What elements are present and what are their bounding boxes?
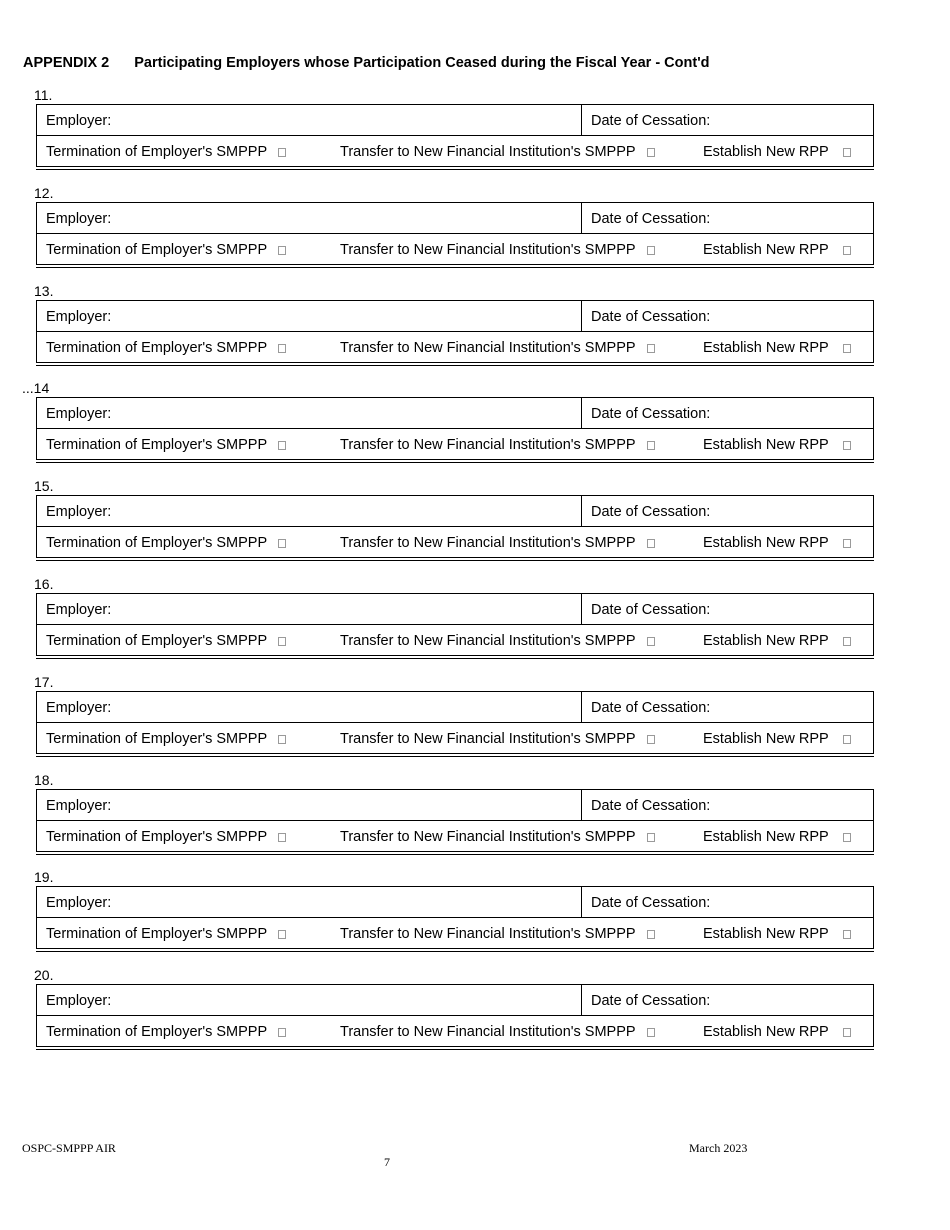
employer-entries (0, 86, 950, 1064)
date-of-cessation-field[interactable]: Date of Cessation: (591, 699, 711, 716)
entry-options-row (37, 429, 873, 459)
employer-field[interactable]: Employer: (46, 895, 112, 912)
establish-rpp-checkbox[interactable] (843, 344, 851, 353)
date-of-cessation-field[interactable]: Date of Cessation: (591, 308, 711, 325)
appendix-title: Participating Employers whose Participation Ceased during the Fiscal Year - Cont'd (134, 55, 710, 71)
page-number: 7 (384, 1155, 390, 1169)
establish-rpp-option (703, 731, 851, 747)
termination-option (46, 1024, 286, 1040)
field-divider (581, 398, 582, 428)
termination-option (46, 437, 286, 453)
establish-rpp-checkbox[interactable] (843, 637, 851, 646)
termination-option (46, 340, 286, 356)
termination-option-label: Termination of Employer's SMPPP (46, 241, 268, 258)
establish-rpp-option-label: Establish New RPP (703, 241, 829, 258)
termination-checkbox[interactable] (278, 148, 286, 157)
entry-options-row (37, 136, 873, 166)
establish-rpp-option (703, 340, 851, 356)
transfer-option-label: Transfer to New Financial Institution's SMPPP (340, 730, 636, 747)
employer-entry (0, 966, 950, 1064)
entry-number: 15. (34, 478, 54, 495)
termination-option-label: Termination of Employer's SMPPP (46, 730, 268, 747)
establish-rpp-option (703, 535, 851, 551)
employer-field[interactable]: Employer: (46, 210, 112, 227)
employer-field[interactable]: Employer: (46, 797, 112, 814)
entry-form-box (36, 397, 874, 459)
transfer-checkbox[interactable] (647, 735, 655, 744)
entry-number: ...14 (22, 380, 50, 397)
entry-options-row (37, 821, 873, 851)
establish-rpp-option (703, 437, 851, 453)
appendix-label: APPENDIX 2 (23, 55, 110, 71)
termination-checkbox[interactable] (278, 930, 286, 939)
field-divider (581, 790, 582, 820)
transfer-checkbox[interactable] (647, 833, 655, 842)
transfer-checkbox[interactable] (647, 344, 655, 353)
field-divider (581, 887, 582, 917)
entry-top-row (37, 594, 873, 625)
entry-number: 11. (34, 87, 53, 103)
footer-form-id: OSPC-SMPPP AIR (22, 1141, 116, 1155)
entry-number: 18. (34, 771, 54, 788)
termination-option (46, 731, 286, 747)
transfer-option (340, 731, 655, 747)
termination-option-label: Termination of Employer's SMPPP (46, 828, 268, 845)
employer-entry (0, 673, 950, 771)
termination-option (46, 926, 286, 942)
transfer-option-label: Transfer to New Financial Institution's SMPPP (340, 535, 636, 552)
transfer-option-label: Transfer to New Financial Institution's SMPPP (340, 1024, 636, 1041)
termination-checkbox[interactable] (278, 539, 286, 548)
entry-top-row (37, 985, 873, 1016)
transfer-option (340, 829, 655, 845)
termination-checkbox[interactable] (278, 344, 286, 353)
transfer-option (340, 535, 655, 551)
entry-number: 16. (34, 575, 54, 592)
entry-form-box (36, 691, 874, 753)
transfer-option (340, 1024, 655, 1040)
establish-rpp-option (703, 242, 851, 258)
transfer-option (340, 144, 655, 160)
transfer-checkbox[interactable] (647, 148, 655, 157)
employer-field[interactable]: Employer: (46, 699, 112, 716)
entry-options-row (37, 1016, 873, 1046)
entry-top-row (37, 203, 873, 234)
entry-top-row (37, 301, 873, 332)
date-of-cessation-field[interactable]: Date of Cessation: (591, 797, 711, 814)
establish-rpp-option-label: Establish New RPP (703, 632, 829, 649)
establish-rpp-checkbox[interactable] (843, 930, 851, 939)
termination-option (46, 242, 286, 258)
termination-checkbox[interactable] (278, 833, 286, 842)
transfer-option (340, 242, 655, 258)
field-divider (581, 496, 582, 526)
field-divider (581, 203, 582, 233)
establish-rpp-checkbox[interactable] (843, 735, 851, 744)
establish-rpp-option-label: Establish New RPP (703, 926, 829, 943)
entry-options-row (37, 332, 873, 362)
entry-options-row (37, 723, 873, 753)
entry-options-row (37, 234, 873, 264)
termination-option (46, 144, 286, 160)
transfer-checkbox[interactable] (647, 246, 655, 255)
establish-rpp-checkbox[interactable] (843, 246, 851, 255)
transfer-option-label: Transfer to New Financial Institution's SMPPP (340, 144, 636, 160)
employer-entry (0, 282, 950, 380)
field-divider (581, 985, 582, 1015)
date-of-cessation-field[interactable]: Date of Cessation: (591, 406, 711, 423)
termination-checkbox[interactable] (278, 246, 286, 255)
entry-form-box (36, 202, 874, 264)
entry-options-row (37, 527, 873, 557)
termination-option (46, 633, 286, 649)
employer-entry (0, 771, 950, 869)
date-of-cessation-field[interactable]: Date of Cessation: (591, 210, 711, 227)
establish-rpp-checkbox[interactable] (843, 539, 851, 548)
employer-entry (0, 575, 950, 673)
transfer-option (340, 926, 655, 942)
establish-rpp-checkbox[interactable] (843, 1028, 851, 1037)
field-divider (581, 692, 582, 722)
establish-rpp-option-label: Establish New RPP (703, 535, 829, 552)
employer-entry (0, 868, 950, 966)
establish-rpp-option (703, 829, 851, 845)
employer-entry (0, 184, 950, 282)
establish-rpp-option (703, 633, 851, 649)
employer-field[interactable]: Employer: (46, 993, 112, 1010)
establish-rpp-option (703, 926, 851, 942)
entry-top-row (37, 692, 873, 723)
employer-field[interactable]: Employer: (46, 601, 112, 618)
entry-top-row (37, 790, 873, 821)
entry-form-box (36, 886, 874, 948)
date-of-cessation-field[interactable]: Date of Cessation: (591, 504, 711, 521)
transfer-option (340, 437, 655, 453)
entry-number: 17. (34, 673, 54, 690)
termination-checkbox[interactable] (278, 735, 286, 744)
transfer-option (340, 340, 655, 356)
date-of-cessation-field[interactable]: Date of Cessation: (591, 113, 711, 129)
employer-field[interactable]: Employer: (46, 504, 112, 521)
establish-rpp-option (703, 1024, 851, 1040)
termination-option-label: Termination of Employer's SMPPP (46, 1024, 268, 1041)
transfer-option-label: Transfer to New Financial Institution's SMPPP (340, 828, 636, 845)
entry-top-row (37, 887, 873, 918)
establish-rpp-option (703, 144, 851, 160)
termination-option (46, 535, 286, 551)
termination-checkbox[interactable] (278, 1028, 286, 1037)
entry-options-row (37, 625, 873, 655)
establish-rpp-option-label: Establish New RPP (703, 437, 829, 454)
entry-top-row (37, 398, 873, 429)
termination-option-label: Termination of Employer's SMPPP (46, 339, 268, 356)
entry-form-box (36, 300, 874, 362)
transfer-checkbox[interactable] (647, 539, 655, 548)
transfer-option-label: Transfer to New Financial Institution's SMPPP (340, 241, 636, 258)
entry-form-box (36, 495, 874, 557)
employer-entry (0, 477, 950, 575)
employer-entry (0, 379, 950, 477)
transfer-checkbox[interactable] (647, 1028, 655, 1037)
date-of-cessation-field[interactable]: Date of Cessation: (591, 993, 711, 1010)
entry-form-box (36, 789, 874, 851)
entry-number: 12. (34, 184, 54, 201)
establish-rpp-option-label: Establish New RPP (703, 1024, 829, 1041)
transfer-option-label: Transfer to New Financial Institution's SMPPP (340, 437, 636, 454)
transfer-option-label: Transfer to New Financial Institution's SMPPP (340, 926, 636, 943)
employer-field[interactable]: Employer: (46, 406, 112, 423)
entry-number: 20. (34, 967, 54, 984)
page-heading (23, 55, 710, 71)
employer-field[interactable]: Employer: (46, 308, 112, 325)
date-of-cessation-field[interactable]: Date of Cessation: (591, 601, 711, 618)
establish-rpp-checkbox[interactable] (843, 148, 851, 157)
establish-rpp-option-label: Establish New RPP (703, 828, 829, 845)
transfer-option-label: Transfer to New Financial Institution's SMPPP (340, 632, 636, 649)
footer-date: March 2023 (689, 1141, 748, 1155)
transfer-checkbox[interactable] (647, 637, 655, 646)
termination-option-label: Termination of Employer's SMPPP (46, 535, 268, 552)
field-divider (581, 301, 582, 331)
employer-field[interactable]: Employer: (46, 113, 112, 129)
field-divider (581, 105, 582, 135)
transfer-option-label: Transfer to New Financial Institution's SMPPP (340, 339, 636, 356)
establish-rpp-checkbox[interactable] (843, 441, 851, 450)
termination-option-label: Termination of Employer's SMPPP (46, 926, 268, 943)
employer-entry (0, 86, 950, 184)
termination-option (46, 829, 286, 845)
establish-rpp-option-label: Establish New RPP (703, 730, 829, 747)
entry-form-box (36, 104, 874, 166)
field-divider (581, 594, 582, 624)
entry-form-box (36, 593, 874, 655)
entry-top-row (37, 496, 873, 527)
establish-rpp-option-label: Establish New RPP (703, 144, 829, 160)
termination-option-label: Termination of Employer's SMPPP (46, 632, 268, 649)
establish-rpp-checkbox[interactable] (843, 833, 851, 842)
establish-rpp-option-label: Establish New RPP (703, 339, 829, 356)
transfer-checkbox[interactable] (647, 930, 655, 939)
termination-checkbox[interactable] (278, 637, 286, 646)
termination-option-label: Termination of Employer's SMPPP (46, 144, 268, 160)
transfer-option (340, 633, 655, 649)
termination-checkbox[interactable] (278, 441, 286, 450)
termination-option-label: Termination of Employer's SMPPP (46, 437, 268, 454)
entry-number: 13. (34, 282, 54, 299)
transfer-checkbox[interactable] (647, 441, 655, 450)
entry-top-row (37, 105, 873, 136)
entry-options-row (37, 918, 873, 948)
entry-form-box (36, 984, 874, 1046)
entry-number: 19. (34, 869, 54, 886)
date-of-cessation-field[interactable]: Date of Cessation: (591, 895, 711, 912)
